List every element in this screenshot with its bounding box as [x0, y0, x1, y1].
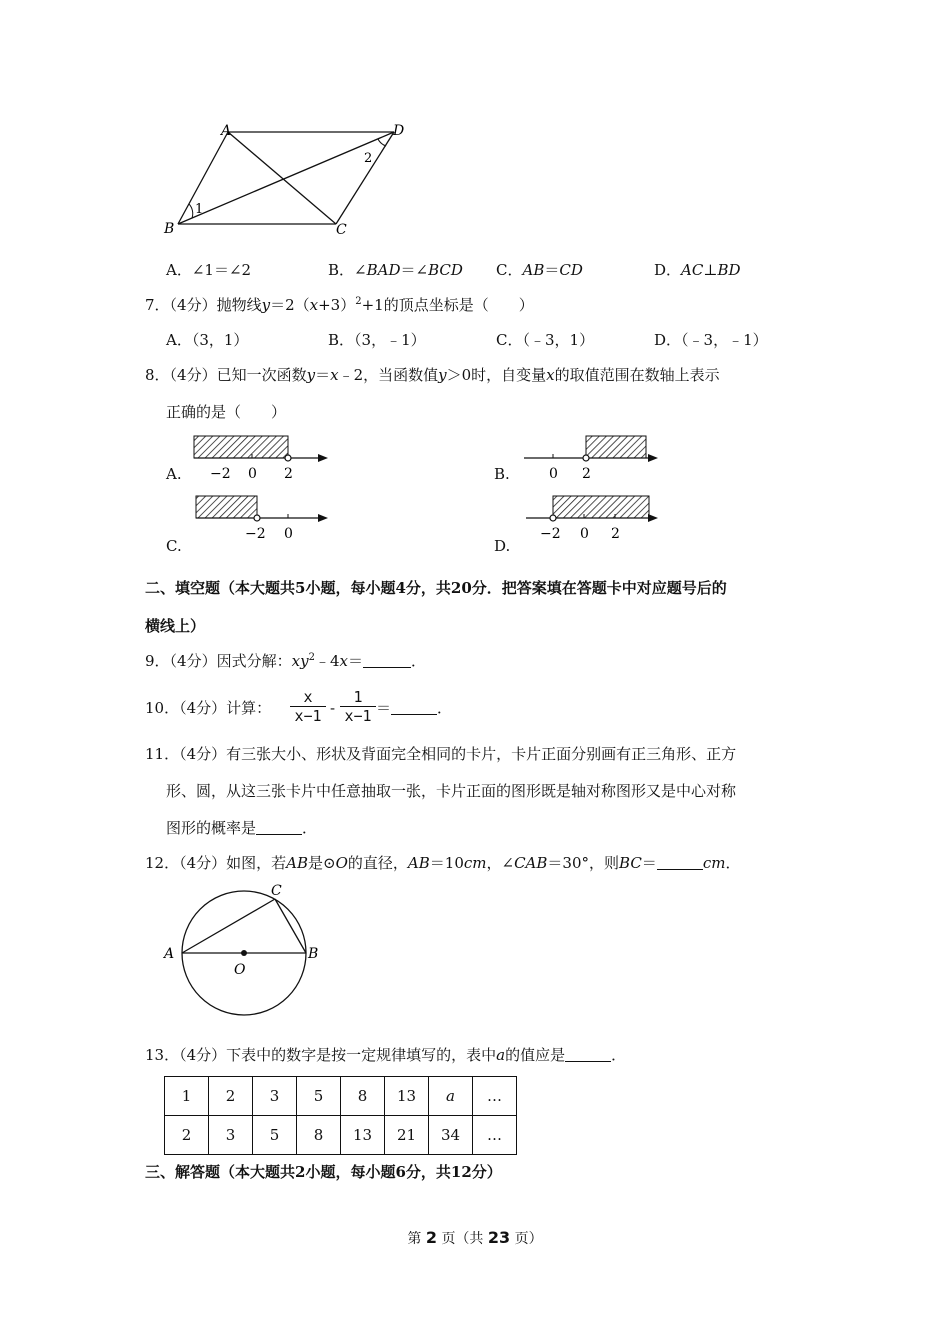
section2-heading-line2: 横线上） — [145, 617, 206, 635]
table-cell: 8 — [341, 1077, 385, 1116]
label-d: D — [393, 123, 405, 139]
label-c: C — [336, 222, 347, 238]
tick-label: 2 — [284, 466, 293, 482]
label-c: C — [271, 883, 282, 899]
shaded-region — [196, 496, 257, 518]
axis-arrow — [648, 454, 658, 462]
label-a: A — [221, 123, 232, 139]
tick-label: 2 — [582, 466, 591, 482]
tick-label: 0 — [248, 466, 257, 482]
label-b: B — [308, 946, 319, 962]
answer-blank[interactable] — [565, 1046, 611, 1062]
q13-stem: 13．（4分）下表中的数字是按一定规律填写的，表中a的值应是 ． — [145, 1046, 627, 1064]
answer-blank[interactable] — [363, 652, 411, 668]
q7-option-d: D．（﹣3，﹣1） — [654, 331, 768, 349]
section3-heading: 三、解答题（本大题共2小题，每小题6分，共12分） — [145, 1163, 502, 1181]
tick-label: −2 — [540, 526, 561, 542]
label-o: O — [234, 962, 246, 978]
diagonal-bd — [178, 132, 394, 224]
table-cell: … — [473, 1116, 517, 1155]
answer-blank[interactable] — [391, 699, 437, 715]
tick-label: 0 — [549, 466, 558, 482]
q6-option-b: B．∠BAD＝∠BCD — [328, 261, 463, 279]
q8-option-b-numberline — [520, 430, 665, 485]
q10-stem: 10．（4分）计算： — [145, 699, 272, 717]
label-b: B — [164, 221, 175, 237]
open-point-2 — [285, 455, 291, 461]
axis-arrow — [648, 514, 658, 522]
answer-blank[interactable] — [657, 854, 703, 870]
q11-line3: 图形的概率是 ． — [166, 819, 318, 837]
q7-option-a: A．（3，1） — [166, 331, 249, 349]
table-cell: 13 — [385, 1077, 429, 1116]
q8-option-b-letter: B. — [494, 465, 510, 483]
angle-1-arc — [189, 204, 193, 218]
page-footer: 第 2 页（共 23 页） — [407, 1228, 543, 1247]
shaded-region — [553, 496, 649, 518]
angle-2-arc — [378, 139, 386, 146]
table-row — [165, 1116, 517, 1155]
table-cell: 5 — [253, 1116, 297, 1155]
q11-line2: 形、圆，从这三张卡片中任意抽取一张，卡片正面的图形既是轴对称图形又是中心对称 — [166, 782, 737, 800]
page-number: 2 — [425, 1228, 437, 1247]
q6-option-a: A．∠1＝∠2 — [166, 261, 252, 279]
q8-stem-line2: 正确的是（ ） — [166, 403, 287, 421]
table-row — [165, 1077, 517, 1116]
table-cell: 21 — [385, 1116, 429, 1155]
q7-option-b: B．（3，﹣1） — [328, 331, 426, 349]
diagonal-ac — [228, 132, 336, 224]
circle-figure — [160, 878, 330, 1018]
tick-label: −2 — [245, 526, 266, 542]
tick-label: 2 — [611, 526, 620, 542]
label-angle-1: 1 — [195, 202, 204, 217]
q6-option-d: D．AC⊥BD — [654, 261, 741, 279]
table-cell: 2 — [209, 1077, 253, 1116]
q9-stem: 9．（4分）因式分解：$xy^2﹣4x=$ ． — [145, 652, 426, 670]
q8-option-a-numberline — [190, 430, 335, 485]
tick-label: −2 — [210, 466, 231, 482]
q8-option-c-numberline — [190, 490, 335, 545]
center-point — [241, 950, 247, 956]
shaded-region — [194, 436, 288, 458]
sequence-table — [164, 1076, 517, 1155]
q8-stem-line1: 8．（4分）已知一次函数y＝x﹣2，当函数值y＞0时，自变量x的取值范围在数轴上表示 — [145, 366, 720, 384]
open-point-neg2 — [550, 515, 556, 521]
table-cell: 1 — [165, 1077, 209, 1116]
axis-arrow — [318, 454, 328, 462]
section2-heading-line1: 二、填空题（本大题共5小题，每小题4分，共20分．把答案填在答题卡中对应题号后的 — [145, 579, 727, 597]
tick-label: 0 — [580, 526, 589, 542]
q11-line1: 11．（4分）有三张大小、形状及背面完全相同的卡片，卡片正面分别画有正三角形、正方 — [145, 745, 737, 763]
q8-option-d-numberline — [520, 490, 665, 545]
table-cell: 3 — [209, 1116, 253, 1155]
parallelogram-figure — [160, 118, 420, 242]
fraction-x-over-x-minus-1: x x−1 — [290, 688, 326, 725]
q7-stem: 7．（4分）抛物线$y=2(x+3)^2+1$的顶点坐标是（ ） — [145, 296, 534, 314]
table-cell: … — [473, 1077, 517, 1116]
table-cell: 5 — [297, 1077, 341, 1116]
table-cell: 8 — [297, 1116, 341, 1155]
fraction-1-over-x-minus-1: 1 x−1 — [340, 688, 376, 725]
axis-arrow — [318, 514, 328, 522]
q8-option-c-letter: C. — [166, 537, 182, 555]
q6-option-c: C．AB＝CD — [496, 261, 583, 279]
q10-minus: - — [330, 699, 336, 717]
chord-cb — [275, 899, 306, 953]
table-cell: 34 — [429, 1116, 473, 1155]
table-cell: 3 — [253, 1077, 297, 1116]
q12-stem: 12．（4分）如图，若AB是⊙O的直径，AB＝10cm，∠CAB＝30°，则BC＝ cm． — [145, 854, 741, 872]
open-point-2 — [583, 455, 589, 461]
q7-option-c: C．（﹣3，1） — [496, 331, 595, 349]
answer-blank[interactable] — [256, 819, 302, 835]
chord-ac — [182, 899, 275, 953]
q8-option-d-letter: D. — [494, 537, 511, 555]
table-cell: 13 — [341, 1116, 385, 1155]
open-point-neg2 — [254, 515, 260, 521]
page-total: 23 — [487, 1228, 511, 1247]
label-a: A — [164, 946, 175, 962]
label-angle-2: 2 — [364, 151, 373, 166]
table-cell: a — [429, 1077, 473, 1116]
q10-answer: ＝ ． — [376, 699, 453, 717]
tick-label: 0 — [284, 526, 293, 542]
shaded-region — [586, 436, 646, 458]
table-cell: 2 — [165, 1116, 209, 1155]
q8-option-a-letter: A. — [166, 465, 182, 483]
